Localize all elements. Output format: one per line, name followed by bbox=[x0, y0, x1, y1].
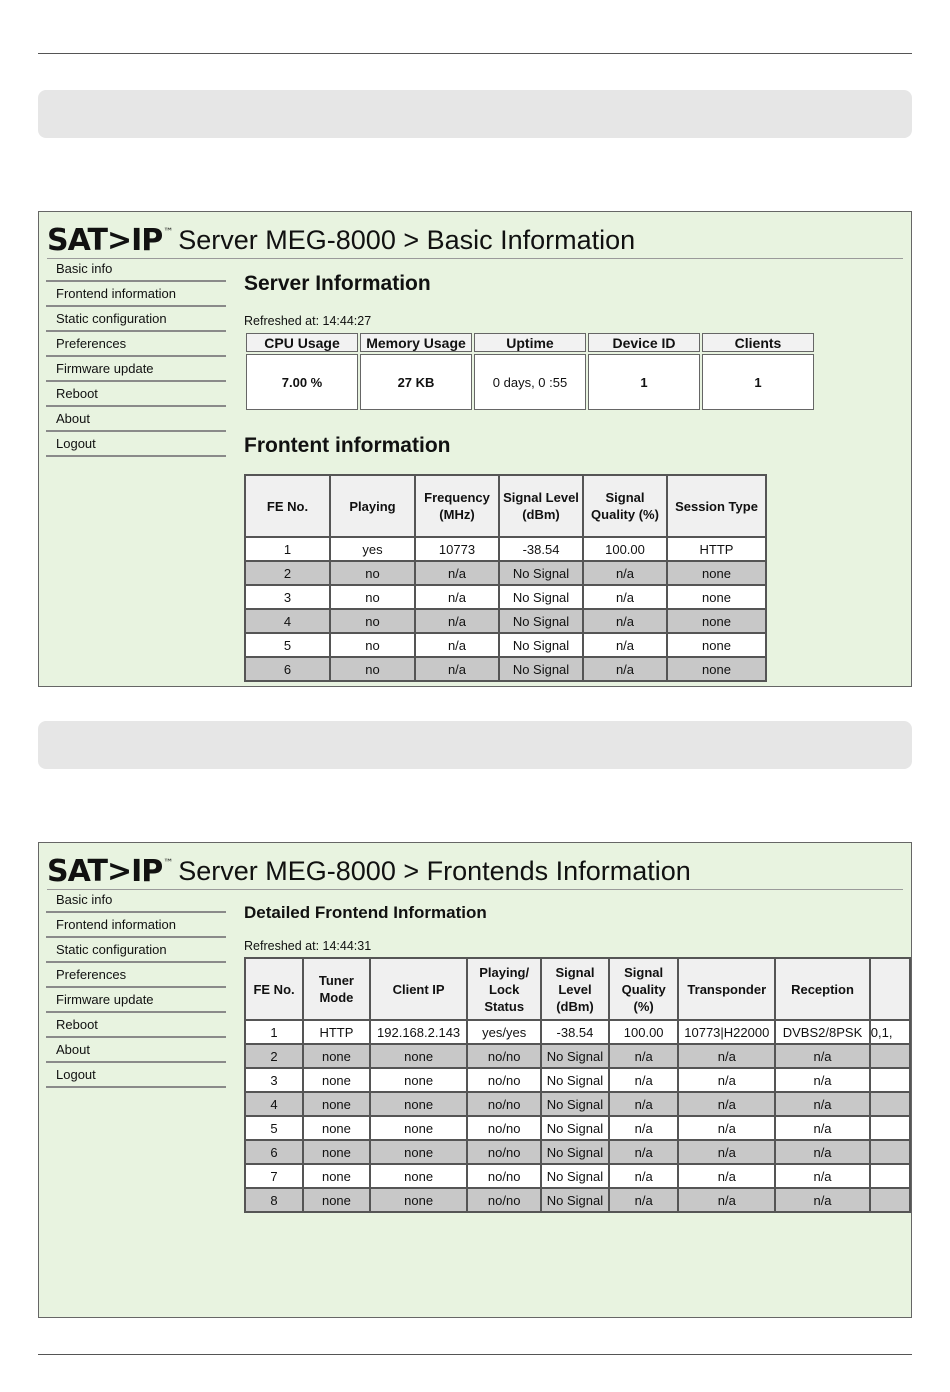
table-cell: no/no bbox=[467, 1068, 541, 1092]
table-row bbox=[246, 354, 814, 410]
table-cell: none bbox=[303, 1116, 370, 1140]
sidebar-menu bbox=[46, 259, 226, 459]
table-cell: no bbox=[330, 633, 415, 657]
table-cell: no bbox=[330, 585, 415, 609]
table-cell: No Signal bbox=[499, 561, 583, 585]
table-cell: n/a bbox=[678, 1068, 775, 1092]
table-cell: n/a bbox=[609, 1140, 678, 1164]
page-title: Server MEG-8000 > Basic Information bbox=[178, 224, 636, 255]
table-cell: n/a bbox=[609, 1044, 678, 1068]
column-header: Signal Quality (%) bbox=[583, 475, 667, 537]
server-information-heading: Server Information bbox=[244, 272, 431, 295]
table-cell: none bbox=[303, 1188, 370, 1212]
table-cell: none bbox=[303, 1092, 370, 1116]
table-cell: n/a bbox=[775, 1116, 870, 1140]
table-cell: n/a bbox=[415, 561, 499, 585]
table-cell: n/a bbox=[678, 1116, 775, 1140]
column-header: Transponder bbox=[678, 958, 775, 1020]
frontend-information-heading: Frontent information bbox=[244, 434, 451, 457]
menu-item-frontend-information[interactable]: Frontend information bbox=[46, 915, 226, 938]
table-row bbox=[245, 657, 766, 681]
table-cell: none bbox=[370, 1164, 468, 1188]
table-cell: yes/yes bbox=[467, 1020, 541, 1044]
device-id-value: 1 bbox=[588, 354, 700, 410]
column-header: Tuner Mode bbox=[303, 958, 370, 1020]
frontend-summary-table bbox=[244, 474, 767, 682]
table-row bbox=[245, 1092, 910, 1116]
detailed-frontend-table bbox=[244, 957, 911, 1213]
server-information-table bbox=[244, 331, 816, 412]
table-cell: n/a bbox=[583, 657, 667, 681]
table-cell: No Signal bbox=[541, 1116, 609, 1140]
menu-item-logout[interactable]: Logout bbox=[46, 1065, 226, 1088]
table-cell: n/a bbox=[775, 1188, 870, 1212]
table-cell: n/a bbox=[678, 1164, 775, 1188]
table-cell: no/no bbox=[467, 1044, 541, 1068]
column-header: Clients bbox=[702, 333, 814, 352]
table-row bbox=[245, 1140, 910, 1164]
table-cell: -38.54 bbox=[541, 1020, 609, 1044]
table-cell: No Signal bbox=[541, 1188, 609, 1212]
menu-item-firmware-update[interactable]: Firmware update bbox=[46, 990, 226, 1013]
table-cell: n/a bbox=[583, 609, 667, 633]
table-cell: n/a bbox=[609, 1068, 678, 1092]
column-header: Playing/ Lock Status bbox=[467, 958, 541, 1020]
table-cell: no bbox=[330, 561, 415, 585]
bottom-rule bbox=[38, 1354, 912, 1355]
table-cell: No Signal bbox=[541, 1140, 609, 1164]
page-header bbox=[47, 222, 903, 259]
table-row bbox=[245, 1044, 910, 1068]
table-cell: n/a bbox=[775, 1092, 870, 1116]
table-cell: no/no bbox=[467, 1188, 541, 1212]
menu-item-basic-info[interactable]: Basic info bbox=[46, 259, 226, 282]
table-cell: 2 bbox=[245, 561, 330, 585]
menu-item-static-configuration[interactable]: Static configuration bbox=[46, 940, 226, 963]
table-cell: n/a bbox=[415, 609, 499, 633]
table-cell: no/no bbox=[467, 1116, 541, 1140]
menu-item-reboot[interactable]: Reboot bbox=[46, 1015, 226, 1038]
table-cell: no/no bbox=[467, 1164, 541, 1188]
table-cell: yes bbox=[330, 537, 415, 561]
refresh-timestamp: Refreshed at: 14:44:31 bbox=[244, 939, 372, 953]
table-cell: n/a bbox=[609, 1188, 678, 1212]
table-cell: none bbox=[370, 1116, 468, 1140]
table-cell: 4 bbox=[245, 1092, 303, 1116]
table-header-row bbox=[245, 475, 766, 537]
table-cell: 8 bbox=[245, 1188, 303, 1212]
table-cell: DVBS2/8PSK bbox=[775, 1020, 870, 1044]
table-cell: n/a bbox=[678, 1092, 775, 1116]
table-cell: 0,1, bbox=[870, 1020, 910, 1044]
table-cell: none bbox=[667, 585, 766, 609]
table-cell: 5 bbox=[245, 633, 330, 657]
menu-item-static-configuration[interactable]: Static configuration bbox=[46, 309, 226, 332]
table-row bbox=[245, 585, 766, 609]
satip-logo: SAT>IP ™ bbox=[47, 853, 173, 889]
table-cell bbox=[870, 1164, 910, 1188]
menu-item-basic-info[interactable]: Basic info bbox=[46, 890, 226, 913]
screenshot-frontends-information bbox=[38, 842, 912, 1318]
page-title: Server MEG-8000 > Frontends Information bbox=[178, 855, 691, 886]
table-cell: -38.54 bbox=[499, 537, 583, 561]
menu-item-logout[interactable]: Logout bbox=[46, 434, 226, 457]
table-row bbox=[245, 561, 766, 585]
menu-item-about[interactable]: About bbox=[46, 409, 226, 432]
table-cell: n/a bbox=[583, 561, 667, 585]
table-cell: 7 bbox=[245, 1164, 303, 1188]
table-cell: No Signal bbox=[499, 609, 583, 633]
table-cell: n/a bbox=[415, 657, 499, 681]
table-row bbox=[245, 1116, 910, 1140]
table-cell: HTTP bbox=[667, 537, 766, 561]
column-header: Playing bbox=[330, 475, 415, 537]
table-cell: n/a bbox=[415, 633, 499, 657]
table-cell: 4 bbox=[245, 609, 330, 633]
table-cell bbox=[870, 1188, 910, 1212]
column-header: Signal Quality (%) bbox=[609, 958, 678, 1020]
column-header: Client IP bbox=[370, 958, 468, 1020]
table-cell: 1 bbox=[245, 537, 330, 561]
table-cell: 6 bbox=[245, 657, 330, 681]
table-header-row bbox=[245, 958, 910, 1020]
table-cell: none bbox=[667, 561, 766, 585]
menu-item-frontend-information[interactable]: Frontend information bbox=[46, 284, 226, 307]
table-cell bbox=[870, 1068, 910, 1092]
column-header: Device ID bbox=[588, 333, 700, 352]
table-cell: No Signal bbox=[541, 1044, 609, 1068]
table-cell: No Signal bbox=[499, 657, 583, 681]
page-header bbox=[47, 853, 903, 890]
column-header bbox=[870, 958, 910, 1020]
table-cell: none bbox=[667, 657, 766, 681]
column-header: Session Type bbox=[667, 475, 766, 537]
menu-item-preferences[interactable]: Preferences bbox=[46, 334, 226, 357]
table-row bbox=[245, 1068, 910, 1092]
table-cell: n/a bbox=[609, 1116, 678, 1140]
table-cell: n/a bbox=[678, 1044, 775, 1068]
table-cell: n/a bbox=[775, 1164, 870, 1188]
column-header: Signal Level (dBm) bbox=[499, 475, 583, 537]
table-cell: no bbox=[330, 657, 415, 681]
table-cell: 3 bbox=[245, 585, 330, 609]
table-cell: n/a bbox=[609, 1092, 678, 1116]
column-header: FE No. bbox=[245, 475, 330, 537]
column-header: Memory Usage bbox=[360, 333, 472, 352]
menu-item-preferences[interactable]: Preferences bbox=[46, 965, 226, 988]
screenshot-basic-information bbox=[38, 211, 912, 687]
caption-bar-2 bbox=[38, 721, 912, 769]
table-cell bbox=[870, 1116, 910, 1140]
table-cell: no/no bbox=[467, 1140, 541, 1164]
table-cell: none bbox=[370, 1044, 468, 1068]
memory-usage-value: 27 KB bbox=[360, 354, 472, 410]
table-cell: none bbox=[370, 1092, 468, 1116]
table-cell: none bbox=[370, 1068, 468, 1092]
column-header: Uptime bbox=[474, 333, 586, 352]
table-row bbox=[245, 537, 766, 561]
column-header: Frequency (MHz) bbox=[415, 475, 499, 537]
table-cell: n/a bbox=[583, 585, 667, 609]
table-cell: 6 bbox=[245, 1140, 303, 1164]
table-cell: n/a bbox=[678, 1188, 775, 1212]
table-cell: none bbox=[370, 1188, 468, 1212]
table-cell: 1 bbox=[245, 1020, 303, 1044]
table-cell: 10773|H22000 bbox=[678, 1020, 775, 1044]
table-cell: n/a bbox=[775, 1140, 870, 1164]
menu-item-reboot[interactable]: Reboot bbox=[46, 384, 226, 407]
cpu-usage-value: 7.00 % bbox=[246, 354, 358, 410]
table-header-row bbox=[246, 333, 814, 352]
table-cell: none bbox=[370, 1140, 468, 1164]
table-cell: no/no bbox=[467, 1092, 541, 1116]
table-cell: 5 bbox=[245, 1116, 303, 1140]
column-header: FE No. bbox=[245, 958, 303, 1020]
table-cell: No Signal bbox=[541, 1092, 609, 1116]
table-cell bbox=[870, 1092, 910, 1116]
table-cell: n/a bbox=[775, 1044, 870, 1068]
uptime-value: 0 days, 0 :55 bbox=[474, 354, 586, 410]
table-row bbox=[245, 609, 766, 633]
table-cell: n/a bbox=[609, 1164, 678, 1188]
table-cell: n/a bbox=[583, 633, 667, 657]
table-cell: No Signal bbox=[499, 585, 583, 609]
column-header: CPU Usage bbox=[246, 333, 358, 352]
table-cell: none bbox=[303, 1140, 370, 1164]
column-header: Reception bbox=[775, 958, 870, 1020]
detailed-frontend-heading: Detailed Frontend Information bbox=[244, 903, 487, 922]
table-cell: n/a bbox=[415, 585, 499, 609]
table-cell: No Signal bbox=[541, 1068, 609, 1092]
table-row bbox=[245, 1188, 910, 1212]
table-row bbox=[245, 1020, 910, 1044]
table-cell: 100.00 bbox=[583, 537, 667, 561]
top-rule bbox=[38, 53, 912, 54]
table-cell: n/a bbox=[775, 1068, 870, 1092]
table-cell: 10773 bbox=[415, 537, 499, 561]
table-cell: none bbox=[303, 1164, 370, 1188]
table-cell: 192.168.2.143 bbox=[370, 1020, 468, 1044]
table-cell: none bbox=[303, 1044, 370, 1068]
caption-bar-1 bbox=[38, 90, 912, 138]
menu-item-about[interactable]: About bbox=[46, 1040, 226, 1063]
table-cell: none bbox=[667, 609, 766, 633]
menu-item-firmware-update[interactable]: Firmware update bbox=[46, 359, 226, 382]
table-cell: HTTP bbox=[303, 1020, 370, 1044]
table-row bbox=[245, 633, 766, 657]
refresh-timestamp: Refreshed at: 14:44:27 bbox=[244, 314, 372, 328]
sidebar-menu bbox=[46, 890, 226, 1090]
table-row bbox=[245, 1164, 910, 1188]
table-cell: 2 bbox=[245, 1044, 303, 1068]
table-cell: No Signal bbox=[541, 1164, 609, 1188]
column-header: Signal Level (dBm) bbox=[541, 958, 609, 1020]
table-cell: no bbox=[330, 609, 415, 633]
table-cell: 3 bbox=[245, 1068, 303, 1092]
table-cell bbox=[870, 1140, 910, 1164]
table-cell: 100.00 bbox=[609, 1020, 678, 1044]
table-cell: No Signal bbox=[499, 633, 583, 657]
table-cell: none bbox=[303, 1068, 370, 1092]
table-cell bbox=[870, 1044, 910, 1068]
clients-value: 1 bbox=[702, 354, 814, 410]
table-cell: none bbox=[667, 633, 766, 657]
table-cell: n/a bbox=[678, 1140, 775, 1164]
satip-logo: SAT>IP ™ bbox=[47, 222, 173, 258]
